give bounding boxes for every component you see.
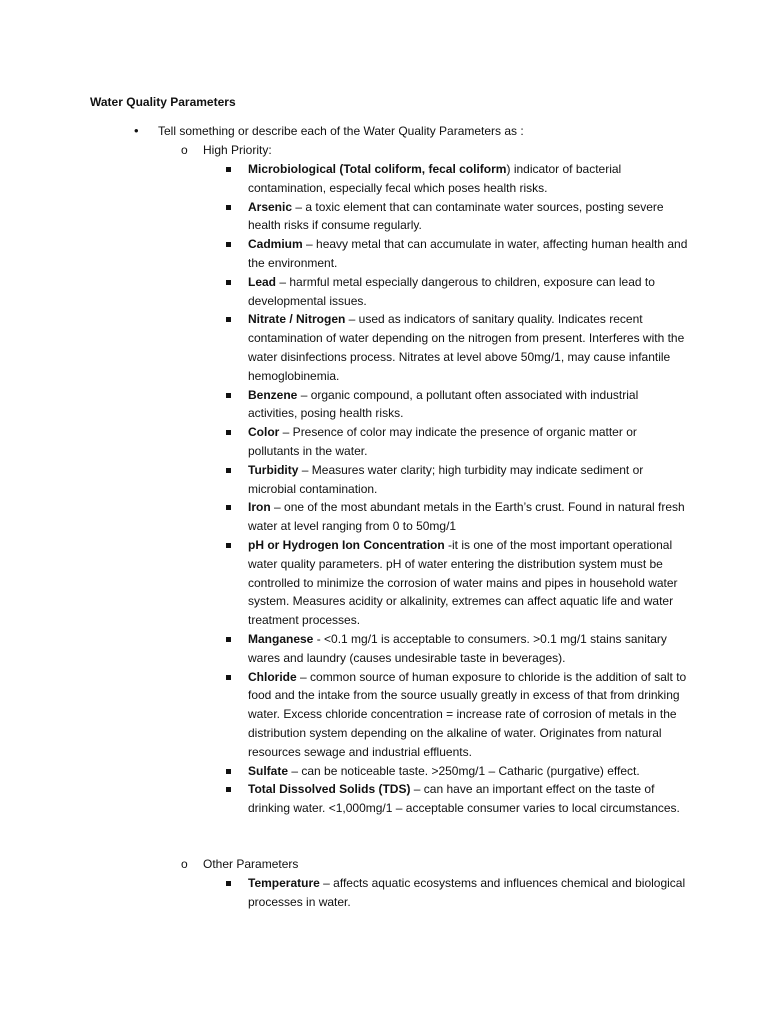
- parameter-description: – heavy metal that can accumulate in water, affecting human health and the environment.: [248, 237, 688, 270]
- parameter-description: -it is one of the most important operational water quality parameters. pH of water entering the distribution system must be controlled to minimize the corrosion of water mains and pipes in household water system. Measures acidity or alkalinity, extremes can affect aquatic life and water treatment processes.: [248, 537, 678, 628]
- list-item: [248, 310, 688, 385]
- parameter-term: Nitrate / Nitrogen: [248, 312, 346, 327]
- parameter-description: ) indicator of bacterial contamination, especially fecal which poses health risks.: [248, 162, 622, 195]
- other-parameters-list: [248, 874, 688, 912]
- bullet-icon: •: [134, 123, 139, 138]
- parameter-term: Total Dissolved Solids (TDS): [248, 782, 411, 797]
- square-bullet-icon: [226, 317, 231, 322]
- square-bullet-icon: [226, 505, 231, 510]
- list-item: [248, 630, 688, 668]
- parameter-term: Color: [248, 425, 280, 440]
- parameter-description: – Presence of color may indicate the presence of organic matter or pollutants in the water.: [248, 425, 637, 458]
- parameter-term: Iron: [248, 500, 271, 515]
- parameter-description: – a toxic element that can contaminate water sources, posting severe health risks if consume regularly.: [248, 199, 664, 233]
- list-item: [248, 160, 688, 198]
- parameter-description: – Measures water clarity; high turbidity may indicate sediment or microbial contamination.: [248, 462, 644, 496]
- parameter-description: – affects aquatic ecosystems and influences chemical and biological processes in water.: [248, 876, 686, 909]
- parameter-description: – can have an important effect on the taste of drinking water. <1,000mg/1 – acceptable consumer varies to local circumstances.: [248, 782, 680, 816]
- square-bullet-icon: [226, 430, 231, 435]
- square-bullet-icon: [226, 393, 231, 398]
- square-bullet-icon: [226, 543, 231, 548]
- parameter-description: – can be noticeable taste. >250mg/1 – Catharic (purgative) effect.: [288, 763, 640, 778]
- square-bullet-icon: [226, 280, 231, 285]
- high-priority-list: [248, 160, 688, 818]
- parameter-description: – harmful metal especially dangerous to children, exposure can lead to developmental issues.: [248, 274, 655, 308]
- parameter-term: Lead: [248, 274, 277, 289]
- list-item: [248, 198, 688, 236]
- parameter-term: Chloride: [248, 669, 297, 684]
- parameter-description: – one of the most abundant metals in the Earth’s crust. Found in natural fresh water at level ranging from 0 to 50mg/1: [248, 500, 685, 534]
- parameter-term: Sulfate: [248, 763, 289, 778]
- square-bullet-icon: [226, 637, 231, 642]
- list-item: [248, 386, 688, 424]
- parameter-term: Arsenic: [248, 199, 293, 214]
- square-bullet-icon: [226, 468, 231, 473]
- square-bullet-icon: [226, 242, 231, 247]
- list-item: [248, 423, 688, 461]
- list-item: [248, 668, 688, 762]
- section-heading-high-priority: High Priority:: [203, 143, 272, 157]
- list-item: [248, 780, 688, 818]
- square-bullet-icon: [226, 787, 231, 792]
- parameter-description: – used as indicators of sanitary quality. Indicates recent contamination of water depending on the nitrogen from present. Interferes with the water disinfections process. Nitrates at level above 50mg/1, may cause infantile hemoglobinemia.: [248, 312, 685, 383]
- section-heading-other-parameters: Other Parameters: [203, 857, 299, 871]
- parameter-term: Temperature: [248, 876, 320, 890]
- list-item: [248, 461, 688, 499]
- parameter-term: Microbiological (Total coliform, fecal coliform: [248, 162, 507, 176]
- square-bullet-icon: [226, 205, 231, 210]
- parameter-description: – organic compound, a pollutant often associated with industrial activities, posing health risks.: [248, 387, 639, 421]
- parameter-description: - <0.1 mg/1 is acceptable to consumers. >0.1 mg/1 stains sanitary wares and laundry (causes undesirable taste in beverages).: [248, 631, 667, 665]
- parameter-term: Benzene: [248, 387, 298, 402]
- parameter-term: pH or Hydrogen Ion Concentration: [248, 537, 445, 552]
- list-item: [248, 235, 688, 273]
- intro-text: Tell something or describe each of the Water Quality Parameters as :: [158, 124, 524, 138]
- parameter-term: Manganese: [248, 631, 314, 646]
- list-item: [248, 273, 688, 311]
- list-item: [248, 874, 688, 912]
- parameter-term: Cadmium: [248, 237, 303, 252]
- list-item: [248, 762, 688, 781]
- square-bullet-icon: [226, 675, 231, 680]
- square-bullet-icon: [226, 769, 231, 774]
- list-item: [248, 498, 688, 536]
- section-marker-high-priority: o: [181, 143, 188, 157]
- document-title: Water Quality Parameters: [90, 95, 236, 109]
- section-marker-other-parameters: o: [181, 857, 188, 871]
- parameter-term: Turbidity: [248, 462, 299, 477]
- list-item: [248, 536, 688, 630]
- parameter-description: – common source of human exposure to chloride is the addition of salt to food and the intake from the source usually greatly in excess of that from drinking water. Excess chloride concentration = increase rate of corrosion of metals in the distribution system depending on the alkaline of water. Originates from natural resources sewage and industrial effluents.: [248, 669, 687, 759]
- square-bullet-icon: [226, 881, 231, 886]
- square-bullet-icon: [226, 167, 231, 172]
